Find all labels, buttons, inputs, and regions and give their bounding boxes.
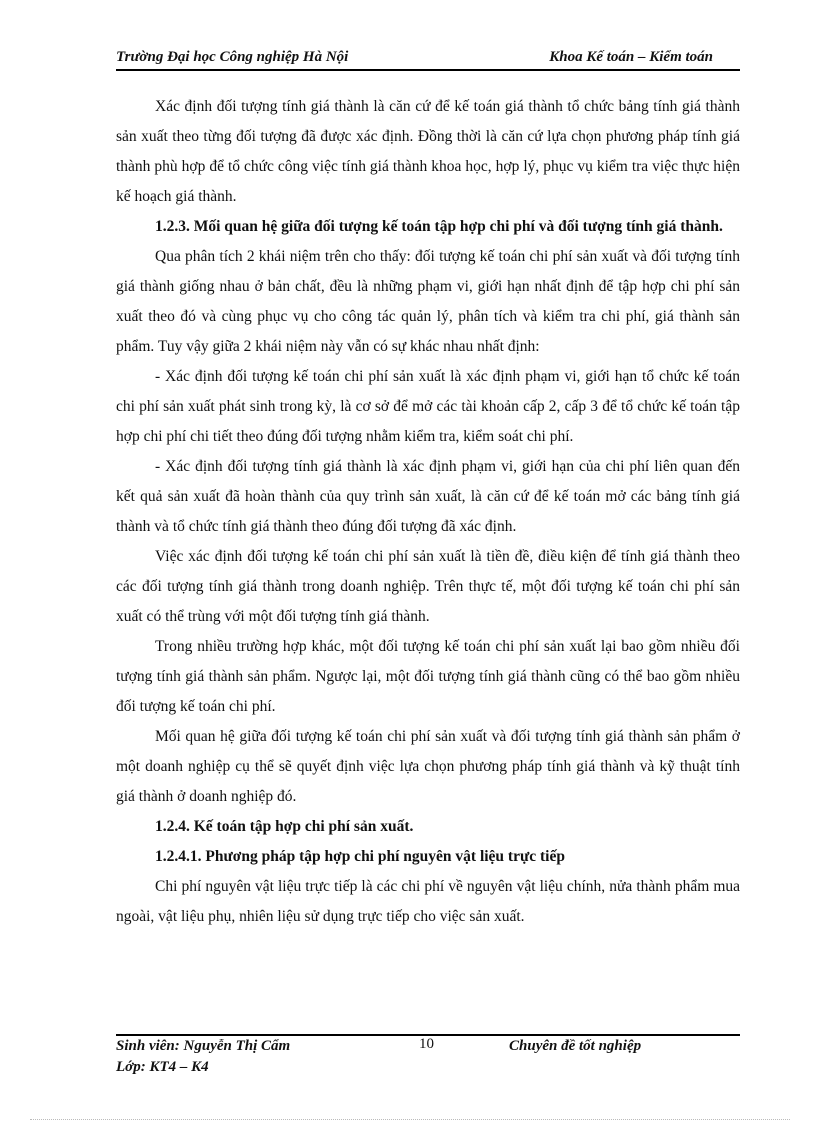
- section-heading: 1.2.4. Kế toán tập hợp chi phí sản xuất.: [155, 818, 414, 835]
- paragraph: Chi phí nguyên vật liệu trực tiếp là các chi phí về nguyên vật liệu chính, nửa thành phẩm mua ngoài, vật liệu phụ, nhiên liệu sử dụng trực tiếp cho việc sản xuất.: [116, 878, 740, 925]
- department-name: Khoa Kế toán – Kiểm toán: [549, 49, 713, 65]
- page-header: [116, 49, 740, 71]
- school-name: Trường Đại học Công nghiệp Hà Nội: [116, 49, 349, 65]
- subsection-heading: 1.2.4.1. Phương pháp tập hợp chi phí nguyên vật liệu trực tiếp: [155, 848, 565, 865]
- list-item: - Xác định đối tượng kế toán chi phí sản xuất là xác định phạm vi, giới hạn tổ chức kế toán chi phí sản xuất phát sinh trong kỳ, là cơ sở để mở các tài khoản cấp 2, cấp 3 để tổ chức kế toán tập hợp chi phí chi tiết theo đúng đối tượng nhằm kiểm tra, kiểm soát chi phí.: [116, 368, 740, 445]
- thesis-title: Chuyên đề tốt nghiệp: [509, 1038, 642, 1054]
- paragraph: Qua phân tích 2 khái niệm trên cho thấy: đối tượng kế toán chi phí sản xuất và đối tượng tính giá thành giống nhau ở bản chất, đều là những phạm vi, giới hạn nhất định để tập hợp chi phí sản xuất theo đó và cùng phục vụ cho công tác quản lý, phân tích và kiểm tra chi phí, giá thành sản phẩm. Tuy vậy giữa 2 khái niệm này vẫn có sự khác nhau nhất định:: [116, 248, 740, 355]
- student-name: Sinh viên: Nguyễn Thị Cẩm: [116, 1038, 291, 1054]
- page-edge-divider: [30, 1119, 790, 1120]
- paragraph: Trong nhiều trường hợp khác, một đối tượng kế toán chi phí sản xuất lại bao gồm nhiều đối tượng tính giá thành sản phẩm. Ngược lại, một đối tượng tính giá thành cũng có thể bao gồm nhiều đối tượng kế toán chi phí.: [116, 638, 740, 715]
- paragraph: Xác định đối tượng tính giá thành là căn cứ để kế toán giá thành tổ chức bảng tính giá thành sản xuất theo từng đối tượng đã được xác định. Đồng thời là căn cứ lựa chọn phương pháp tính giá thành phù hợp để tổ chức công việc tính giá thành khoa học, hợp lý, phục vụ kiểm tra việc thực hiện kế hoạch giá thành.: [116, 98, 740, 205]
- class-name: Lớp: KT4 – K4: [116, 1059, 209, 1075]
- page-number: 10: [419, 1036, 434, 1052]
- paragraph: Mối quan hệ giữa đối tượng kế toán chi phí sản xuất và đối tượng tính giá thành sản phẩm ở một doanh nghiệp cụ thể sẽ quyết định việc lựa chọn phương pháp tính giá thành và kỹ thuật tính giá thành ở doanh nghiệp đó.: [116, 728, 740, 805]
- document-body: [116, 92, 740, 932]
- section-heading: 1.2.3. Mối quan hệ giữa đối tượng kế toán tập hợp chi phí và đối tượng tính giá thành.: [155, 218, 723, 235]
- paragraph: Việc xác định đối tượng kế toán chi phí sản xuất là tiền đề, điều kiện để tính giá thành theo các đối tượng tính giá thành trong doanh nghiệp. Trên thực tế, một đối tượng kế toán chi phí sản xuất có thể trùng với một đối tượng tính giá thành.: [116, 548, 740, 625]
- list-item: - Xác định đối tượng tính giá thành là xác định phạm vi, giới hạn của chi phí liên quan đến kết quả sản xuất đã hoàn thành của quy trình sản xuất, là căn cứ để kế toán mở các bảng tính giá thành và tổ chức tính giá thành theo đúng đối tượng đã xác định.: [116, 458, 740, 535]
